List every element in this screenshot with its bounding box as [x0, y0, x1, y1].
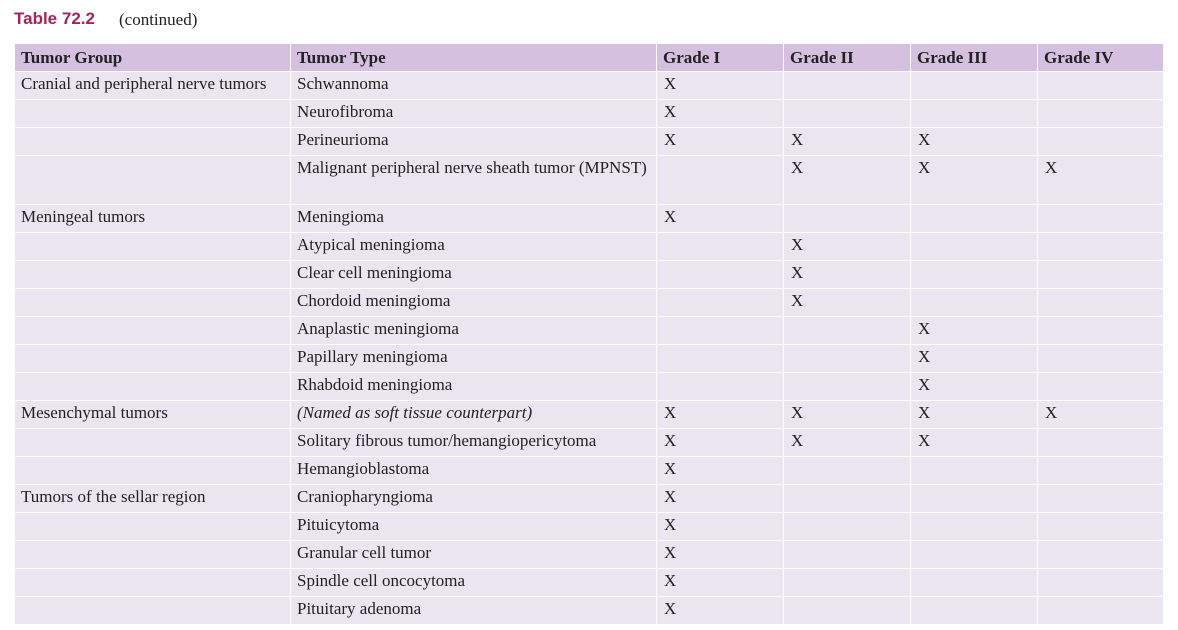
table-row — [15, 597, 1164, 625]
grade-i-cell — [657, 233, 784, 261]
table-row — [15, 401, 1164, 429]
grade-iii-cell: X — [911, 401, 1038, 429]
header-grade-i: Grade I — [657, 44, 784, 72]
grade-iii-cell — [911, 205, 1038, 233]
tumor-group-cell — [15, 541, 291, 569]
grade-i-cell: X — [657, 429, 784, 457]
grade-i-cell: X — [657, 205, 784, 233]
grade-iii-cell: X — [911, 345, 1038, 373]
grade-ii-cell: X — [784, 401, 911, 429]
table-body — [15, 72, 1164, 625]
header-tumor-group: Tumor Group — [15, 44, 291, 72]
grade-ii-cell — [784, 541, 911, 569]
grade-iii-cell — [911, 597, 1038, 625]
grade-i-cell — [657, 345, 784, 373]
grade-iv-cell — [1038, 373, 1164, 401]
table-row — [15, 72, 1164, 100]
grade-iv-cell — [1038, 205, 1164, 233]
grade-iv-cell: X — [1038, 401, 1164, 429]
tumor-type-cell: Granular cell tumor — [291, 541, 657, 569]
grade-iii-cell — [911, 485, 1038, 513]
grade-iv-cell — [1038, 345, 1164, 373]
tumor-type-cell: Perineurioma — [291, 128, 657, 156]
tumor-group-cell — [15, 569, 291, 597]
table-row — [15, 485, 1164, 513]
grade-i-cell: X — [657, 569, 784, 597]
grade-iii-cell — [911, 261, 1038, 289]
grade-ii-cell — [784, 205, 911, 233]
grade-iv-cell — [1038, 513, 1164, 541]
grade-ii-cell — [784, 597, 911, 625]
grade-iv-cell — [1038, 569, 1164, 597]
grade-iii-cell — [911, 541, 1038, 569]
grade-ii-cell — [784, 373, 911, 401]
grade-i-cell: X — [657, 541, 784, 569]
grade-iv-cell — [1038, 429, 1164, 457]
grade-ii-cell — [784, 513, 911, 541]
grade-i-cell — [657, 156, 784, 205]
tumor-type-cell: Hemangioblastoma — [291, 457, 657, 485]
grade-i-cell — [657, 373, 784, 401]
grade-i-cell: X — [657, 128, 784, 156]
table-row — [15, 261, 1164, 289]
grade-iii-cell — [911, 233, 1038, 261]
grade-iv-cell — [1038, 261, 1164, 289]
grade-ii-cell: X — [784, 261, 911, 289]
header-grade-iv: Grade IV — [1038, 44, 1164, 72]
table-row — [15, 457, 1164, 485]
grade-iii-cell — [911, 72, 1038, 100]
grade-iii-cell: X — [911, 128, 1038, 156]
tumor-type-cell: Craniopharyngioma — [291, 485, 657, 513]
table-row — [15, 317, 1164, 345]
grade-ii-cell: X — [784, 233, 911, 261]
grade-ii-cell — [784, 317, 911, 345]
grade-i-cell: X — [657, 72, 784, 100]
tumor-type-cell: Pituitary adenoma — [291, 597, 657, 625]
grade-iv-cell — [1038, 233, 1164, 261]
tumor-type-cell: Solitary fibrous tumor/hemangiopericytoma — [291, 429, 657, 457]
grade-iv-cell — [1038, 485, 1164, 513]
grade-i-cell: X — [657, 401, 784, 429]
grade-iv-cell — [1038, 457, 1164, 485]
grade-iv-cell — [1038, 100, 1164, 128]
grade-ii-cell — [784, 72, 911, 100]
header-tumor-type: Tumor Type — [291, 44, 657, 72]
tumor-group-cell — [15, 128, 291, 156]
grade-iv-cell: X — [1038, 156, 1164, 205]
tumor-group-cell — [15, 233, 291, 261]
grade-iv-cell — [1038, 597, 1164, 625]
table-row — [15, 373, 1164, 401]
tumor-type-cell: Pituicytoma — [291, 513, 657, 541]
grade-iii-cell: X — [911, 429, 1038, 457]
grade-i-cell: X — [657, 100, 784, 128]
grade-ii-cell — [784, 569, 911, 597]
grade-ii-cell — [784, 345, 911, 373]
tumor-type-cell: Neurofibroma — [291, 100, 657, 128]
table-row — [15, 569, 1164, 597]
tumor-group-cell — [15, 513, 291, 541]
table-row — [15, 205, 1164, 233]
grade-iii-cell: X — [911, 156, 1038, 205]
tumor-type-cell: Schwannoma — [291, 72, 657, 100]
tumor-group-cell — [15, 289, 291, 317]
tumor-group-cell — [15, 597, 291, 625]
grade-i-cell — [657, 261, 784, 289]
grade-ii-cell: X — [784, 429, 911, 457]
grade-iv-cell — [1038, 317, 1164, 345]
tumor-group-cell — [15, 156, 291, 205]
table-row — [15, 128, 1164, 156]
tumor-type-cell: Clear cell meningioma — [291, 261, 657, 289]
table-row — [15, 541, 1164, 569]
table-row — [15, 156, 1164, 205]
table-caption-note: (continued) — [119, 10, 198, 29]
tumor-group-cell: Cranial and peripheral nerve tumors — [15, 72, 291, 100]
table-caption-label: Table 72.2 — [14, 9, 95, 28]
grade-ii-cell: X — [784, 289, 911, 317]
tumor-type-cell: Rhabdoid meningioma — [291, 373, 657, 401]
tumor-type-cell: Papillary meningioma — [291, 345, 657, 373]
grade-iii-cell — [911, 289, 1038, 317]
tumor-type-cell: Spindle cell oncocytoma — [291, 569, 657, 597]
grade-iii-cell — [911, 100, 1038, 128]
grade-ii-cell — [784, 485, 911, 513]
table-row — [15, 429, 1164, 457]
grade-ii-cell: X — [784, 156, 911, 205]
tumor-type-cell: (Named as soft tissue counterpart) — [291, 401, 657, 429]
grade-iii-cell — [911, 513, 1038, 541]
tumor-group-cell — [15, 317, 291, 345]
grade-iv-cell — [1038, 541, 1164, 569]
grade-iii-cell — [911, 569, 1038, 597]
grade-i-cell: X — [657, 597, 784, 625]
table-row — [15, 345, 1164, 373]
tumor-group-cell — [15, 457, 291, 485]
tumor-type-cell: Atypical meningioma — [291, 233, 657, 261]
grade-iv-cell — [1038, 72, 1164, 100]
table-row — [15, 100, 1164, 128]
grade-ii-cell: X — [784, 128, 911, 156]
tumor-type-cell: Malignant peripheral nerve sheath tumor (MPNST) — [291, 156, 657, 205]
grade-iii-cell: X — [911, 373, 1038, 401]
header-grade-iii: Grade III — [911, 44, 1038, 72]
tumor-group-cell — [15, 429, 291, 457]
grade-i-cell: X — [657, 485, 784, 513]
table-row — [15, 513, 1164, 541]
tumor-group-cell — [15, 373, 291, 401]
table-row — [15, 289, 1164, 317]
tumor-type-cell: Chordoid meningioma — [291, 289, 657, 317]
grade-i-cell: X — [657, 513, 784, 541]
grade-iv-cell — [1038, 128, 1164, 156]
tumor-group-cell: Mesenchymal tumors — [15, 401, 291, 429]
grade-i-cell — [657, 317, 784, 345]
grade-i-cell: X — [657, 457, 784, 485]
tumor-group-cell — [15, 100, 291, 128]
grade-iv-cell — [1038, 289, 1164, 317]
header-grade-ii: Grade II — [784, 44, 911, 72]
tumor-grade-table — [14, 43, 1164, 625]
grade-iii-cell — [911, 457, 1038, 485]
grade-ii-cell — [784, 457, 911, 485]
grade-ii-cell — [784, 100, 911, 128]
grade-iii-cell: X — [911, 317, 1038, 345]
tumor-type-cell: Anaplastic meningioma — [291, 317, 657, 345]
table-row — [15, 233, 1164, 261]
tumor-group-cell — [15, 345, 291, 373]
tumor-group-cell: Tumors of the sellar region — [15, 485, 291, 513]
tumor-group-cell: Meningeal tumors — [15, 205, 291, 233]
table-header-row — [15, 44, 1164, 72]
grade-i-cell — [657, 289, 784, 317]
tumor-type-cell: Meningioma — [291, 205, 657, 233]
tumor-group-cell — [15, 261, 291, 289]
